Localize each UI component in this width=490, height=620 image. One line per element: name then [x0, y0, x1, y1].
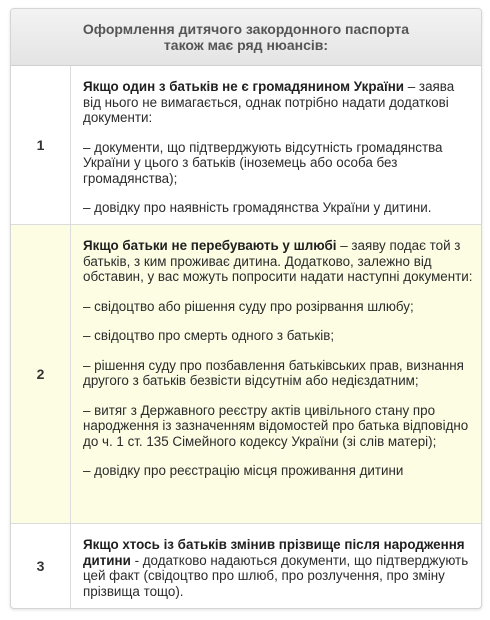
table-row: [11, 524, 481, 608]
table-header: [11, 9, 481, 66]
header-line-1: Оформлення дитячого закордонного паспорта: [82, 21, 410, 37]
row-lead-bold: Якщо батьки не перебувають у шлюбі: [83, 238, 337, 253]
table-row: [11, 66, 481, 225]
row-item: – довідку про наявність громадянства України у дитини.: [83, 200, 432, 215]
row-lead-bold: Якщо хтось із батьків змінив прізвище після народження дитини: [83, 537, 465, 568]
row-lead: [83, 79, 473, 126]
row-item: – рішення суду про позбавлення батьківських прав, визнання другого з батьків безвісти відсутнім або недієздатним;: [83, 357, 464, 388]
info-table: [10, 8, 482, 609]
row-item: – витяг з Державного реєстру актів цивільного стану про народження із зазначенням відомостей про батька відповідно до ч. 1 ст. 135 Сімейного кодексу України (зі слів матері);: [83, 402, 469, 449]
row-item: – свідоцтво про смерть одного з батьків;: [83, 328, 335, 343]
row-content: [71, 225, 481, 523]
row-lead-text: – заяву подає той з батьків, з ким проживає дитина. Додатково, залежно від обставин, у вас можуть попросити надати наступні документи:: [83, 238, 473, 284]
row-number: 1: [11, 66, 71, 224]
row-lead-text: - додатково надаються документи, що підтверджують цей факт (свідоцтво про шлюб, про розлучення, про зміну прізвища тощо).: [83, 552, 469, 599]
row-number: 2: [11, 225, 71, 523]
row-item: – довідку про реєстрацію місця проживання дитини: [83, 463, 404, 478]
row-number: 3: [11, 524, 71, 608]
table-row: [11, 225, 481, 524]
row-item: – свідоцтво або рішення суду про розірвання шлюбу;: [83, 298, 414, 314]
row-content: [71, 66, 481, 224]
row-lead: [83, 238, 473, 285]
row-lead-bold: Якщо один з батьків не є громадянином України: [83, 79, 405, 94]
row-content: [71, 524, 481, 608]
header-line-2: також має ряд нюансів:: [163, 37, 329, 53]
row-lead-text: – заява від нього не вимагається, однак потрібно надати додаткові документи:: [83, 79, 455, 125]
row-item: – документи, що підтверджують відсутність громадянства України у цього з батьків (іноземець або особа без громадянства);: [83, 139, 443, 186]
row-lead: [83, 537, 473, 599]
